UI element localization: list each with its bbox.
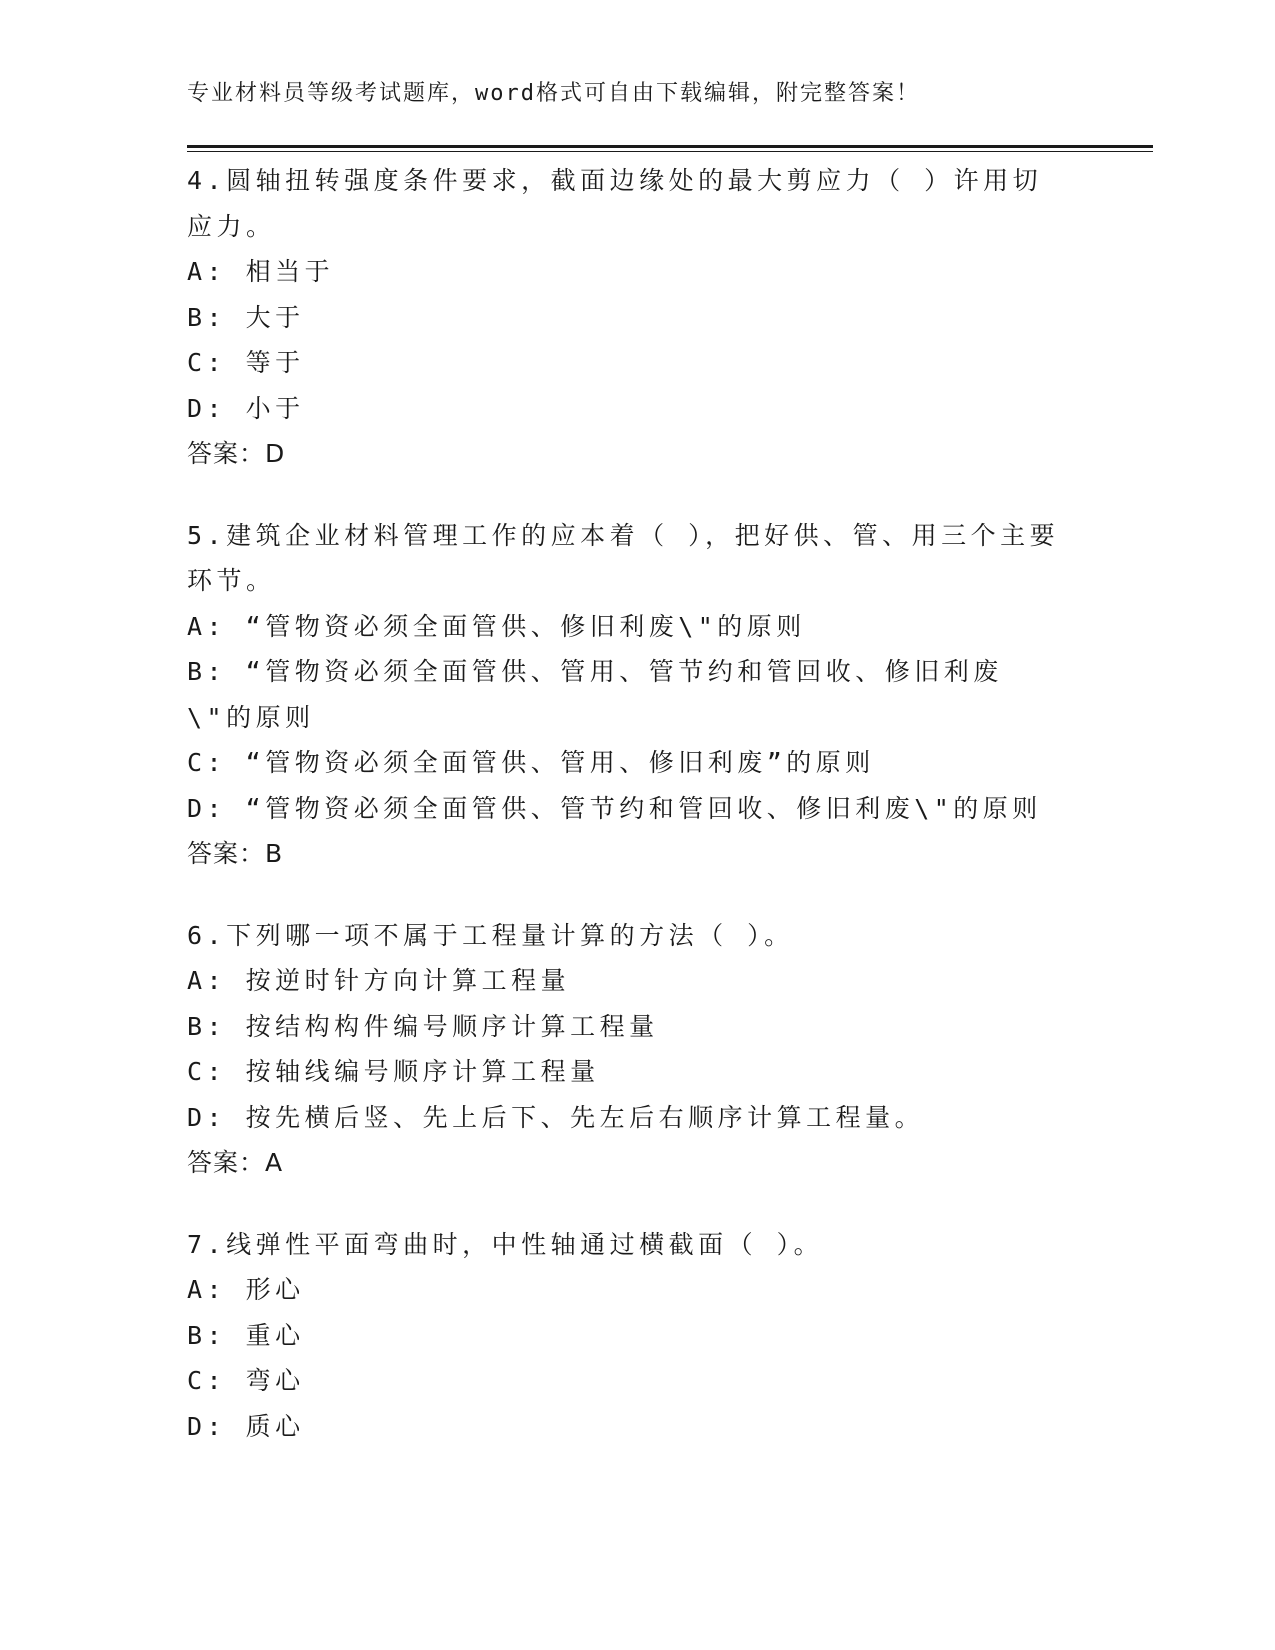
option-c: C: 弯心: [187, 1366, 305, 1395]
option-d: D: “管物资必须全面管供、管节约和管回收、修旧利废\"的原则: [187, 793, 1042, 823]
answer-label: 答案：A: [187, 1148, 284, 1177]
answer-label: 答案：B: [187, 839, 284, 868]
header-rule-thin: [187, 151, 1153, 152]
question-list: [187, 158, 1087, 1485]
option-b: B: 大于: [187, 302, 305, 332]
option-a: A: 形心: [187, 1275, 305, 1304]
option-c: C: 等于: [187, 348, 305, 377]
option-c: C: 按轴线编号顺序计算工程量: [187, 1057, 600, 1086]
option-b: B: 按结构构件编号顺序计算工程量: [187, 1011, 659, 1041]
question-stem: 4.圆轴扭转强度条件要求，截面边缘处的最大剪应力（ ）许用切应力。: [187, 166, 1043, 241]
page-header: 专业材料员等级考试题库，word格式可自由下载编辑，附完整答案！: [187, 81, 920, 106]
question-7: [187, 1222, 1087, 1450]
option-c: C: “管物资必须全面管供、管用、修旧利废”的原则: [187, 748, 875, 777]
option-a: A: “管物资必须全面管供、修旧利废\"的原则: [187, 611, 806, 641]
option-a: A: 按逆时针方向计算工程量: [187, 966, 571, 995]
question-stem: 5.建筑企业材料管理工作的应本着（ ），把好供、管、用三个主要环节。: [187, 520, 1060, 595]
question-5: [187, 513, 1087, 877]
answer-label: 答案：D: [187, 439, 286, 468]
option-a: A: 相当于: [187, 257, 335, 286]
question-stem: 7.线弹性平面弯曲时，中性轴通过横截面（ ）。: [187, 1229, 824, 1259]
option-d: D: 质心: [187, 1411, 305, 1441]
option-b: B: “管物资必须全面管供、管用、管节约和管回收、修旧利废\"的原则: [187, 657, 1003, 732]
question-stem: 6.下列哪一项不属于工程量计算的方法（ ）。: [187, 920, 794, 950]
option-d: D: 按先横后竖、先上后下、先左后右顺序计算工程量。: [187, 1102, 925, 1132]
header-rule-thick: [187, 145, 1153, 148]
option-b: B: 重心: [187, 1320, 305, 1350]
question-4: [187, 158, 1087, 477]
option-d: D: 小于: [187, 393, 305, 423]
question-6: [187, 913, 1087, 1186]
